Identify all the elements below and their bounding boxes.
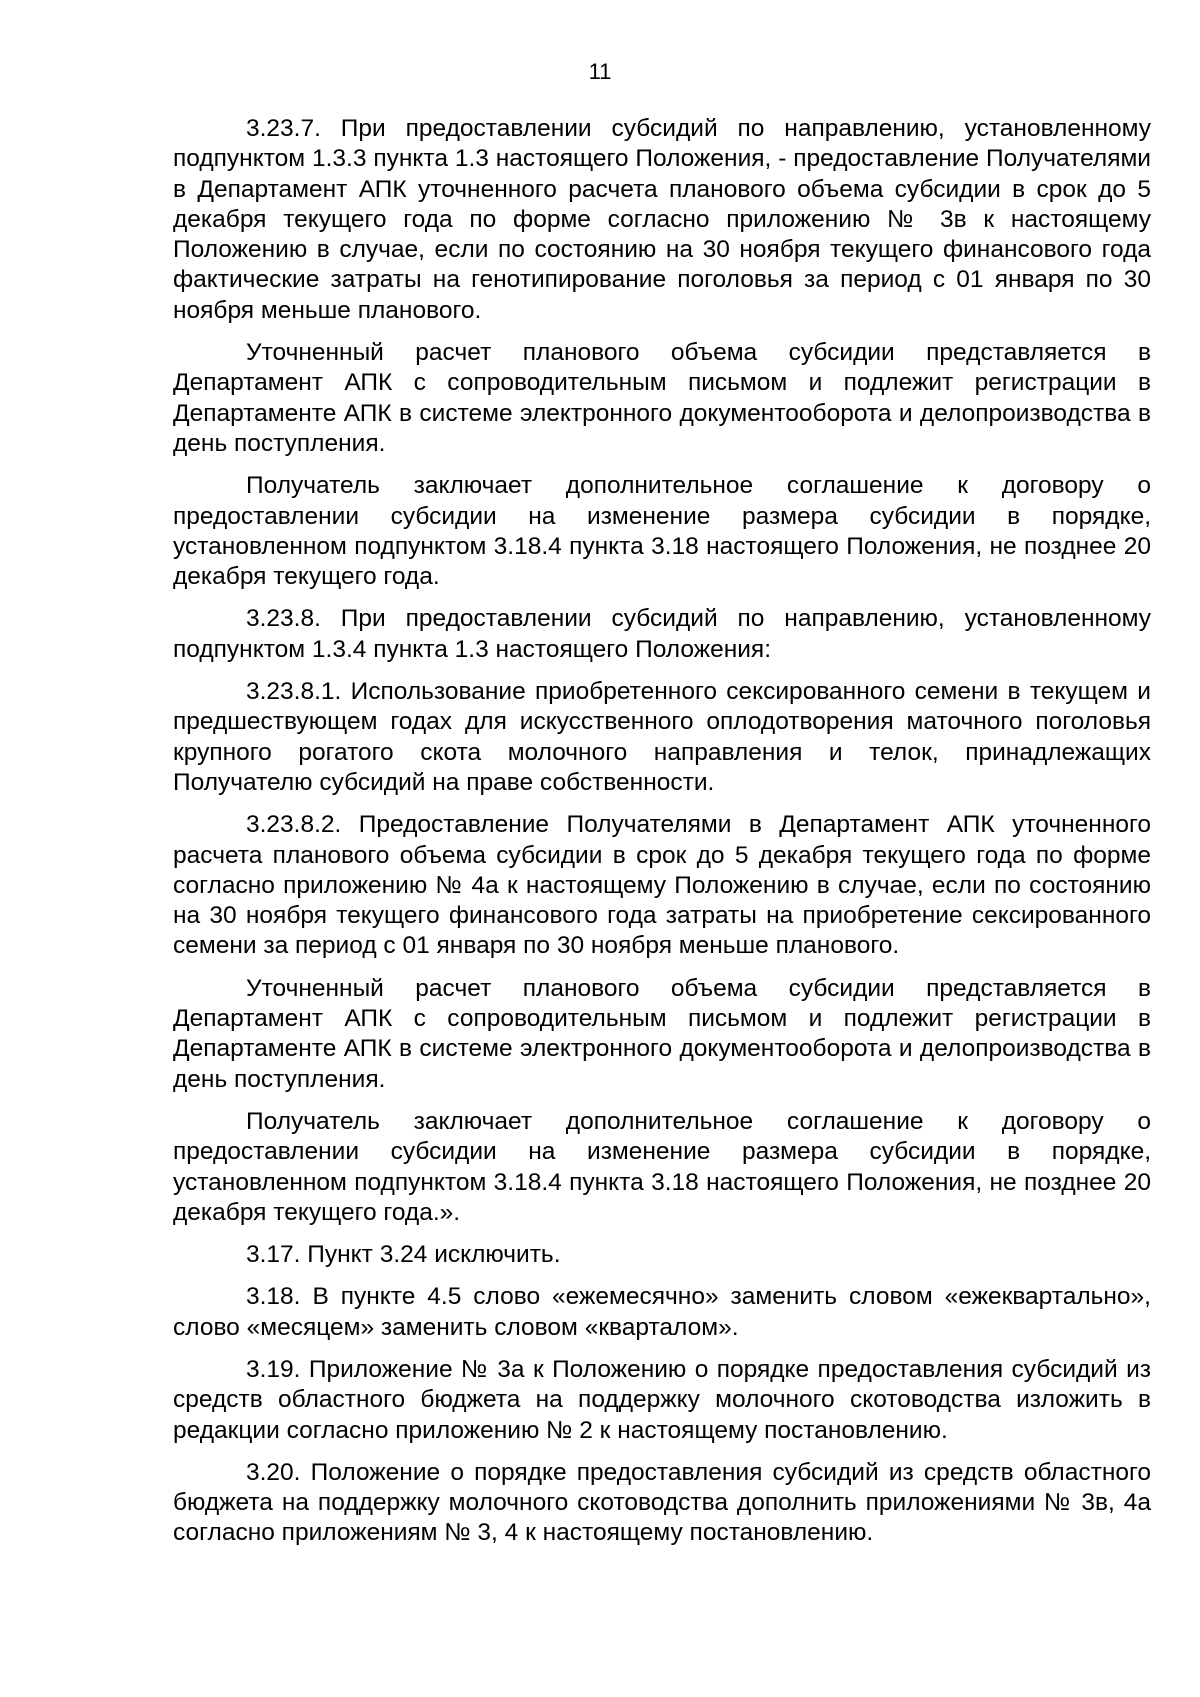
paragraph-3-19: 3.19. Приложение № 3а к Положению о порядке предоставления субсидий из средств областного бюджета на поддержку молочного скотоводства изложить в редакции согласно приложению № 2 к настоящему постановлению. bbox=[173, 1355, 1151, 1444]
paragraph-3-18: 3.18. В пункте 4.5 слово «ежемесячно» заменить словом «ежеквартально», слово «месяцем» заменить словом «кварталом». bbox=[173, 1283, 1151, 1341]
paragraph-3-23-8: 3.23.8. При предоставлении субсидий по направлению, установленному подпунктом 1.3.4 пункта 1.3 настоящего Положения: bbox=[173, 605, 1151, 663]
paragraph-additional-agreement-1: Получатель заключает дополнительное соглашение к договору о предоставлении субсидии на изменение размера субсидии в порядке, установленном подпунктом 3.18.4 пункта 3.18 настоящего Положения, не позднее 20 декабря текущего года. bbox=[173, 472, 1151, 591]
paragraph-3-23-8-1: 3.23.8.1. Использование приобретенного сексированного семени в текущем и предшествующем годах для искусственного оплодотворения маточного поголовья крупного рогатого скота молочного направления и телок, принадлежащих Получателю субсидий на праве собственности. bbox=[173, 678, 1151, 796]
paragraph-3-20: 3.20. Положение о порядке предоставления субсидий из средств областного бюджета на поддержку молочного скотоводства дополнить приложениями № 3в, 4а согласно приложениям № 3, 4 к настоящему постановлению. bbox=[173, 1458, 1151, 1547]
paragraph-3-17: 3.17. Пункт 3.24 исключить. bbox=[246, 1241, 561, 1269]
paragraph-refined-calculation-2: Уточненный расчет планового объема субсидии представляется в Департамент АПК с сопроводительным письмом и подлежит регистрации в Департаменте АПК в системе электронного документооборота и делопроизводства в день поступления. bbox=[173, 974, 1151, 1093]
page-number: 11 bbox=[588, 59, 612, 84]
paragraph-3-23-7: 3.23.7. При предоставлении субсидий по направлению, установленному подпунктом 1.3.3 пункта 1.3 настоящего Положения, - предоставление Получателями в Департамент АПК уточненного расчета планового объема субсидии в срок до 5 декабря текущего года по форме согласно приложению № 3в к настоящему Положению в случае, если по состоянию на 30 ноября текущего финансового года фактические затраты на генотипирование поголовья за период с 01 января по 30 ноября меньше планового. bbox=[173, 115, 1151, 324]
paragraph-refined-calculation-1: Уточненный расчет планового объема субсидии представляется в Департамент АПК с сопроводительным письмом и подлежит регистрации в Департаменте АПК в системе электронного документооборота и делопроизводства в день поступления. bbox=[173, 339, 1151, 457]
paragraph-additional-agreement-2: Получатель заключает дополнительное соглашение к договору о предоставлении субсидии на изменение размера субсидии в порядке, установленном подпунктом 3.18.4 пункта 3.18 настоящего Положения, не позднее 20 декабря текущего года.». bbox=[173, 1107, 1151, 1226]
paragraph-3-23-8-2: 3.23.8.2. Предоставление Получателями в Департамент АПК уточненного расчета планового объема субсидии в срок до 5 декабря текущего года по форме согласно приложению № 4а к настоящему Положению в случае, если по состоянию на 30 ноября текущего финансового года затраты на приобретение сексированного семени за период с 01 января по 30 ноября меньше планового. bbox=[173, 811, 1151, 960]
document-body bbox=[173, 114, 1151, 1561]
